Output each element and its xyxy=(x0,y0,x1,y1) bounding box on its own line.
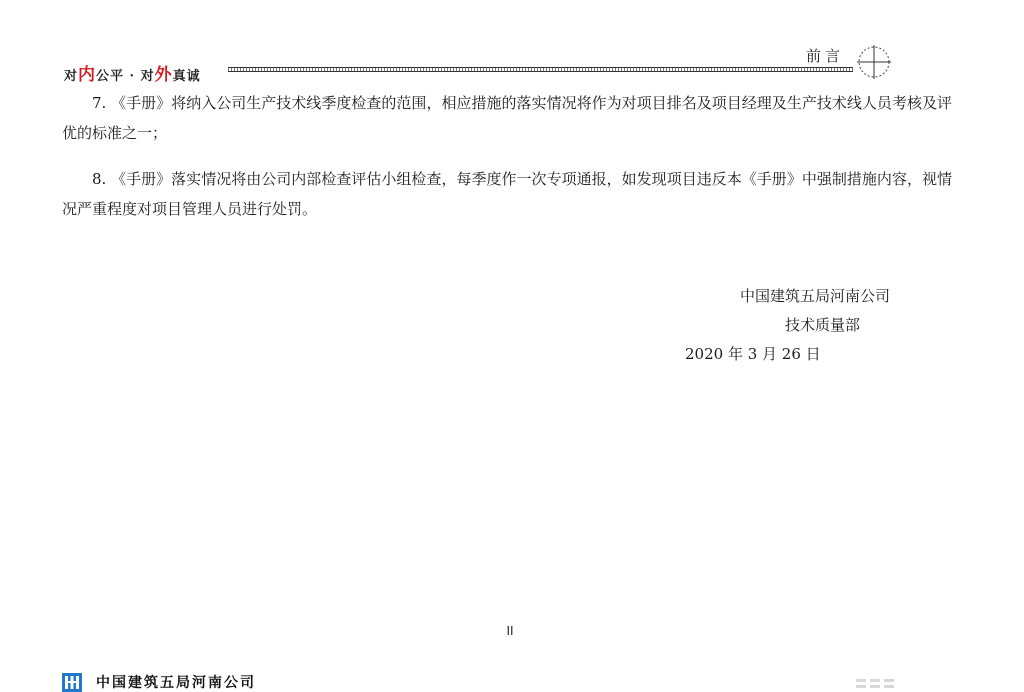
signature-department: 技术质量部 xyxy=(785,316,861,334)
signature-company: 中国建筑五局河南公司 xyxy=(740,287,891,305)
paragraph-item-8: 8. 《手册》落实情况将由公司内部检查评估小组检查，每季度作一次专项通报，如发现项目违反本《手册》中强制措施内容，视情况严重程度对项目管理人员进行处罚。 xyxy=(62,170,952,218)
page-number: II xyxy=(506,624,514,638)
crosshair-icon xyxy=(855,43,893,81)
slogan-part-1: 对 xyxy=(64,69,79,84)
footer-decor-icon xyxy=(856,677,896,692)
footer-company-name: 中国建筑五局河南公司 xyxy=(96,675,256,691)
slogan-part-2: 公平 · 对 xyxy=(96,69,155,84)
slogan-highlight-outer: 外 xyxy=(154,65,173,85)
body-text xyxy=(62,88,952,240)
slogan-part-3: 真诚 xyxy=(172,69,201,84)
section-title: 前言 xyxy=(806,47,845,65)
slogan-highlight-inner: 内 xyxy=(78,65,97,85)
page-header xyxy=(0,0,1024,90)
paragraph-item-7: 7. 《手册》将纳入公司生产技术线季度检查的范围，相应措施的落实情况将作为对项目排名及项目经理及生产技术线人员考核及评优的标准之一； xyxy=(62,94,952,142)
cscec-logo-icon xyxy=(62,673,82,692)
header-divider xyxy=(228,67,853,72)
signature-date: 2020 年 3 月 26 日 xyxy=(685,345,821,363)
header-slogan xyxy=(64,60,201,85)
